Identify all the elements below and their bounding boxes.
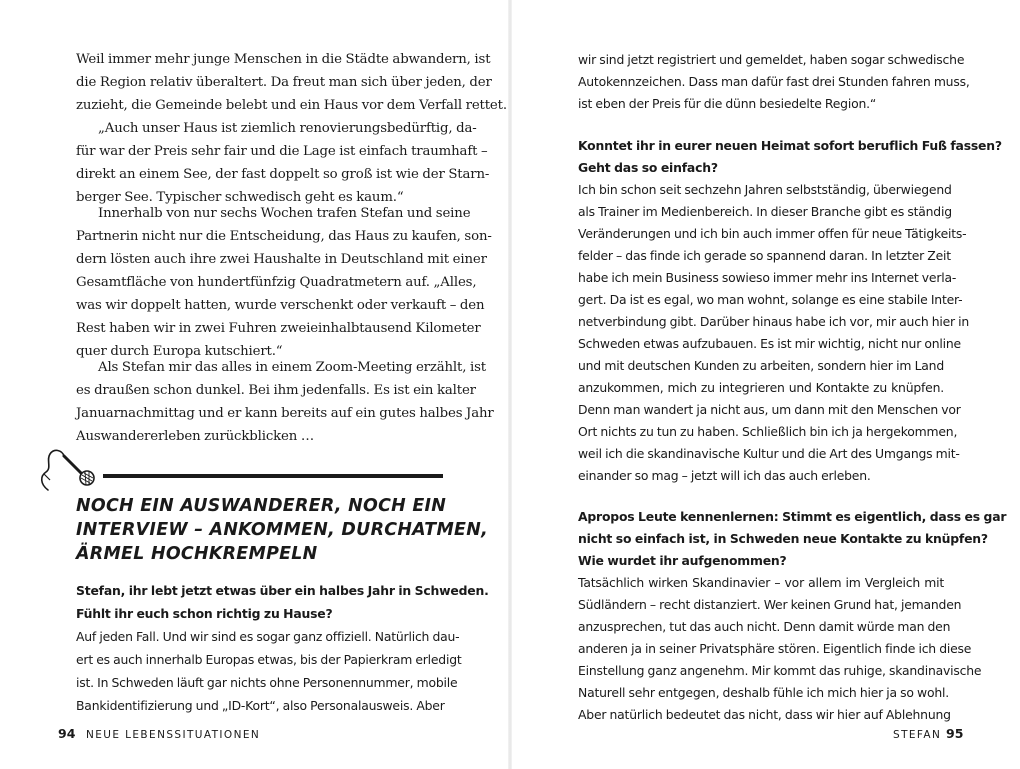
answer-line: Ort nichts zu tun zu haben. Schließlich bin ich ja hergekommen, — [578, 424, 958, 439]
body-line: zuzieht, die Gemeinde belebt und ein Haus vor dem Verfall rettet. — [76, 98, 507, 113]
running-head: NEUE LEBENSSITUATIONEN — [86, 729, 261, 741]
answer-line: ist eben der Preis für die dünn besiedelte Region.“ — [578, 96, 877, 111]
body-line: Gesamtfläche von hundertfünfzig Quadratmetern auf. „Alles, — [76, 275, 477, 290]
body-line: Januarnachmittag und er kann bereits auf ein gutes halbes Jahr — [76, 406, 494, 421]
answer-line: Aber natürlich bedeutet das nicht, dass wir hier auf Ablehnung — [578, 707, 951, 722]
body-line: Weil immer mehr junge Menschen in die Städte abwandern, ist — [76, 52, 491, 67]
answer-line: netverbindung gibt. Darüber hinaus habe ich vor, mir auch hier in — [578, 314, 970, 329]
answer-line: anzusprechen, tut das auch nicht. Denn damit würde man den — [578, 619, 951, 634]
body-line: Partnerin nicht nur die Entscheidung, das Haus zu kaufen, son- — [76, 229, 492, 244]
body-line: die Region relativ überaltert. Da freut man sich über jeden, der — [76, 75, 492, 90]
answer-line: als Trainer im Medienbereich. In dieser Branche gibt es ständig — [578, 204, 952, 219]
answer-line: habe ich mein Business sowieso immer mehr ins Internet verla- — [578, 270, 957, 285]
answer-line: Schweden etwas aufzubauen. Es ist mir wichtig, nicht nur online — [578, 336, 961, 351]
question-line: Apropos Leute kennenlernen: Stimmt es eigentlich, dass es gar — [578, 509, 1007, 524]
answer-line: Einstellung ganz angenehm. Mir kommt das ruhige, skandinavische — [578, 663, 982, 678]
page-number: 94 — [58, 726, 76, 741]
body-line: „Auch unser Haus ist ziemlich renovierungsbedürftig, da- — [98, 121, 477, 136]
question-line: Geht das so einfach? — [578, 160, 718, 175]
body-line: berger See. Typischer schwedisch geht es kaum.“ — [76, 190, 404, 205]
answer-line: ert es auch innerhalb Europas etwas, bis der Papierkram erledigt — [76, 652, 462, 667]
section-heading: NOCH EIN AUSWANDERER, NOCH EIN — [76, 496, 447, 516]
answer-line: Südländern – recht distanziert. Wer keinen Grund hat, jemanden — [578, 597, 962, 612]
question-line: nicht so einfach ist, in Schweden neue Kontakte zu knüpfen? — [578, 531, 988, 546]
body-line: was wir doppelt hatten, wurde verschenkt oder verkauft – den — [76, 298, 485, 313]
running-head: STEFAN — [893, 729, 942, 741]
question-line: Wie wurdet ihr aufgenommen? — [578, 553, 787, 568]
body-line: Als Stefan mir das alles in einem Zoom-Meeting erzählt, ist — [98, 360, 486, 375]
body-line: für war der Preis sehr fair und die Lage ist einfach traumhaft – — [76, 144, 488, 159]
right-page — [510, 0, 1020, 769]
answer-line: ist. In Schweden läuft gar nichts ohne Personennummer, mobile — [76, 675, 458, 690]
question-line: Konntet ihr in eurer neuen Heimat sofort beruflich Fuß fassen? — [578, 138, 1002, 153]
answer-line: felder – das finde ich gerade so spannend daran. In letzter Zeit — [578, 248, 951, 263]
answer-line: weil ich die skandinavische Kultur und die Art des Umgangs mit- — [578, 446, 960, 461]
body-line: Innerhalb von nur sechs Wochen trafen Stefan und seine — [98, 206, 471, 221]
answer-line: Tatsächlich wirken Skandinavier – vor allem im Vergleich mit — [578, 575, 944, 590]
page-number: 95 — [946, 726, 964, 741]
section-heading: INTERVIEW – ANKOMMEN, DURCHATMEN, — [76, 520, 488, 540]
answer-line: Ich bin schon seit sechzehn Jahren selbstständig, überwiegend — [578, 182, 952, 197]
answer-line: gert. Da ist es egal, wo man wohnt, solange es eine stabile Inter- — [578, 292, 963, 307]
answer-line: Bankidentifizierung und „ID-Kort“, also Personalausweis. Aber — [76, 698, 445, 713]
answer-line: Veränderungen und ich bin auch immer offen für neue Tätigkeits- — [578, 226, 967, 241]
answer-line: wir sind jetzt registriert und gemeldet, haben sogar schwedische — [578, 52, 965, 67]
answer-line: und mit deutschen Kunden zu arbeiten, sondern hier im Land — [578, 358, 944, 373]
question-line: Stefan, ihr lebt jetzt etwas über ein halbes Jahr in Schweden. — [76, 583, 489, 598]
question-line: Fühlt ihr euch schon richtig zu Hause? — [76, 606, 333, 621]
body-line: quer durch Europa kutschiert.“ — [76, 344, 283, 359]
body-line: es draußen schon dunkel. Bei ihm jedenfalls. Es ist ein kalter — [76, 383, 476, 398]
answer-line: anzukommen, mich zu integrieren und Kontakte zu knüpfen. — [578, 380, 944, 395]
answer-line: Naturell sehr entgegen, deshalb fühle ich mich hier ja so wohl. — [578, 685, 949, 700]
answer-line: anderen ja in seiner Privatsphäre stören. Eigentlich finde ich diese — [578, 641, 972, 656]
section-heading: ÄRMEL HOCHKREMPELN — [76, 544, 318, 564]
answer-line: Auf jeden Fall. Und wir sind es sogar ganz offiziell. Natürlich dau- — [76, 629, 460, 644]
body-line: Auswandererleben zurückblicken … — [76, 429, 314, 444]
answer-line: Denn man wandert ja nicht aus, um dann mit den Menschen vor — [578, 402, 961, 417]
body-line: direkt an einem See, der fast doppelt so groß ist wie der Starn- — [76, 167, 490, 182]
answer-line: einander so mag – jetzt will ich das auch erleben. — [578, 468, 871, 483]
body-line: dern lösten auch ihre zwei Haushalte in Deutschland mit einer — [76, 252, 487, 267]
body-line: Rest haben wir in zwei Fuhren zweieinhalbtausend Kilometer — [76, 321, 481, 336]
answer-line: Autokennzeichen. Dass man dafür fast drei Stunden fahren muss, — [578, 74, 970, 89]
